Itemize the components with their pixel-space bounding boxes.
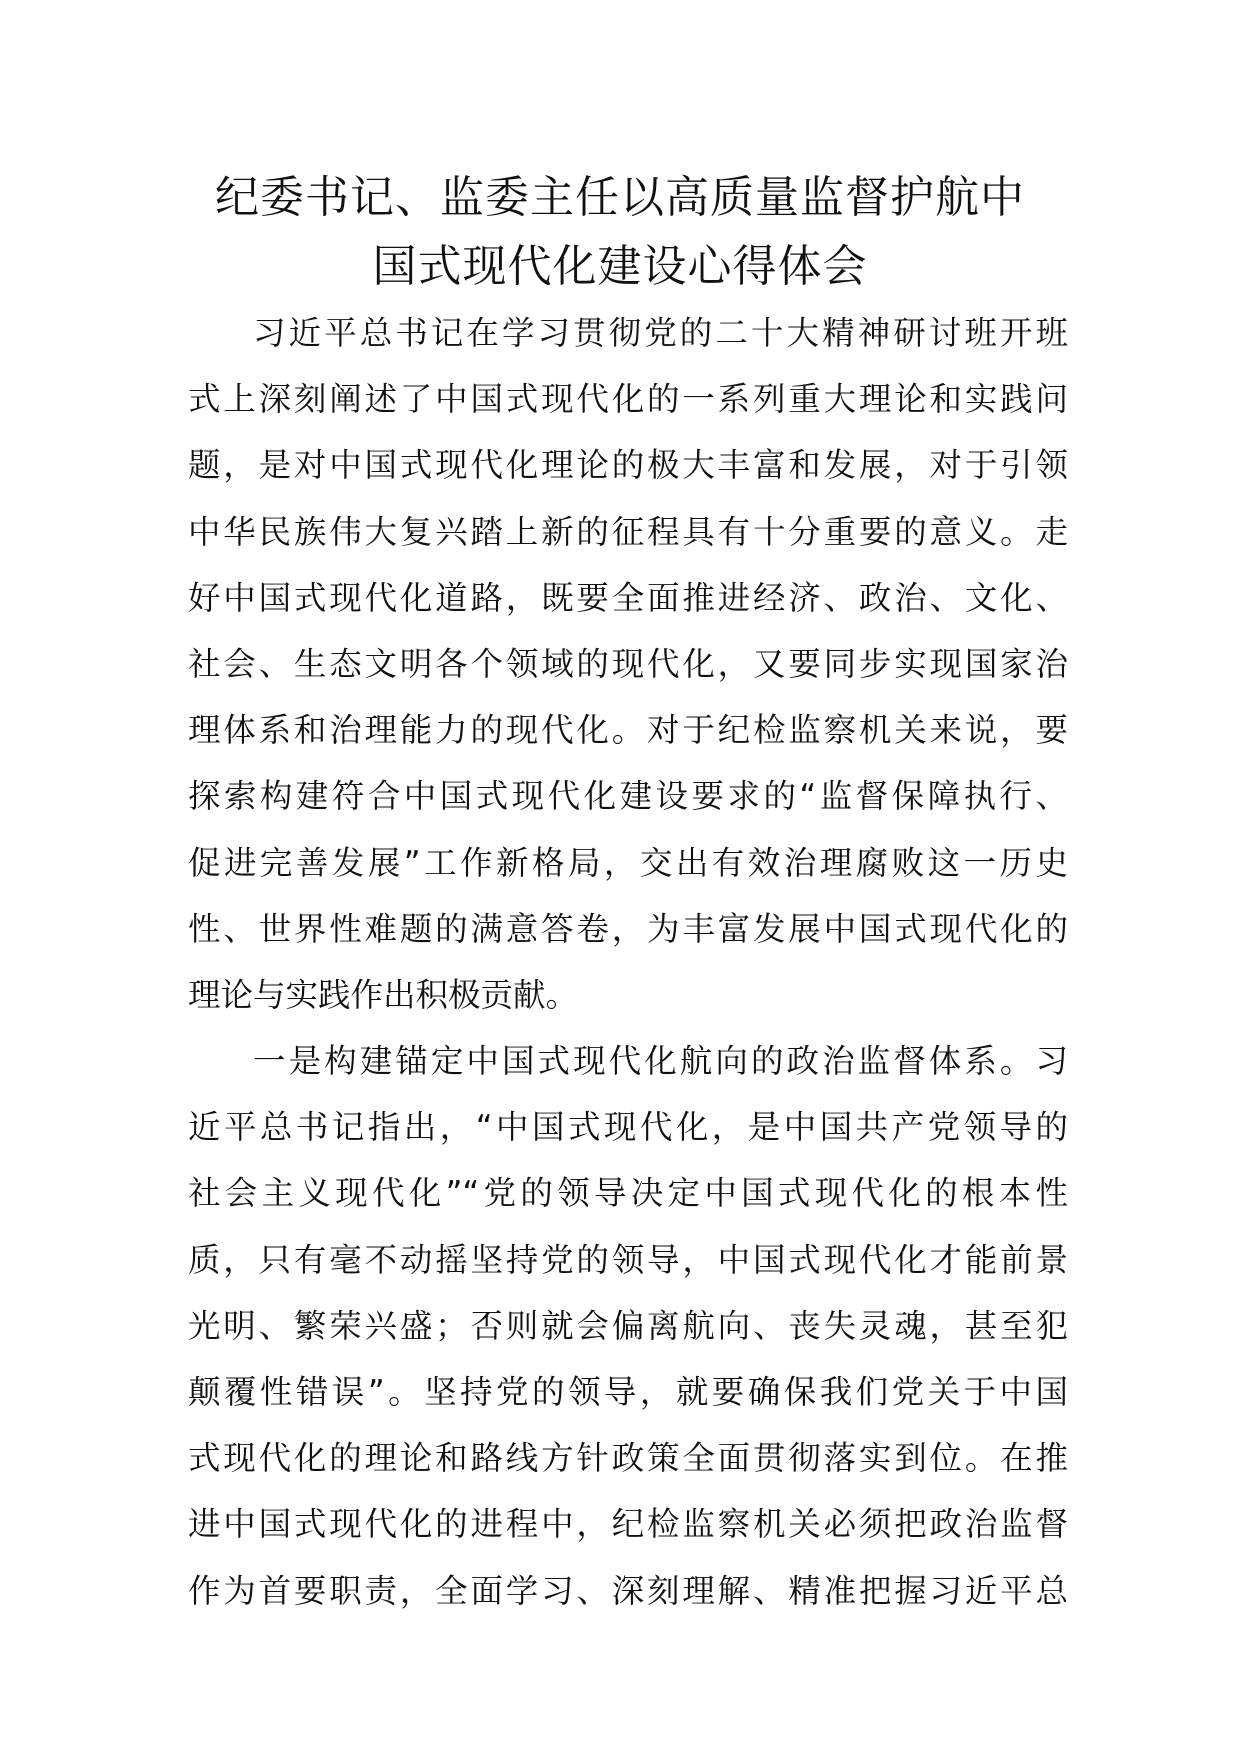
- paragraph-line: 式上深刻阐述了中国式现代化的一系列重大理论和实践问: [188, 380, 1068, 419]
- paragraph-line: 理论与实践作出积极贡献。: [188, 975, 579, 1014]
- document-title-line-2: 国式现代化建设心得体会: [372, 241, 868, 292]
- paragraph-line: 作为首要职责，全面学习、深刻理解、精准把握习近平总: [188, 1571, 1068, 1610]
- paragraph-line: 性、世界性难题的满意答卷，为丰富发展中国式现代化的: [188, 909, 1068, 948]
- document-title-line-1: 纪委书记、监委主任以高质量监督护航中: [215, 172, 1025, 223]
- paragraph-2: [188, 1028, 1068, 1624]
- paragraph-line: 进中国式现代化的进程中，纪检监察机关必须把政治监督: [188, 1505, 1068, 1544]
- paragraph-line: 近平总书记指出，“中国式现代化，是中国共产党领导的: [188, 1108, 1068, 1147]
- paragraph-line: 质，只有毫不动摇坚持党的领导，中国式现代化才能前景: [188, 1240, 1068, 1279]
- paragraph-line: 社会主义现代化”“党的领导决定中国式现代化的根本性: [188, 1174, 1068, 1213]
- paragraph-line: 式现代化的理论和路线方针政策全面贯彻落实到位。在推: [188, 1439, 1068, 1478]
- paragraph-line: 光明、繁荣兴盛；否则就会偏离航向、丧失灵魂，甚至犯: [188, 1306, 1068, 1345]
- paragraph-line: 习近平总书记在学习贯彻党的二十大精神研讨班开班: [253, 314, 1068, 352]
- paragraph-line: 中华民族伟大复兴踏上新的征程具有十分重要的意义。走: [188, 512, 1068, 551]
- paragraph-line: 探索构建符合中国式现代化建设要求的“监督保障执行、: [188, 777, 1068, 816]
- paragraph-line: 促进完善发展”工作新格局，交出有效治理腐败这一历史: [188, 843, 1068, 882]
- paragraph-line: 颠覆性错误”。坚持党的领导，就要确保我们党关于中国: [188, 1373, 1068, 1411]
- paragraph-line: 题，是对中国式现代化理论的极大丰富和发展，对于引领: [188, 446, 1068, 485]
- paragraph-line: 理体系和治理能力的现代化。对于纪检监察机关来说，要: [188, 711, 1068, 750]
- paragraph-line: 社会、生态文明各个领域的现代化，又要同步实现国家治: [188, 644, 1068, 683]
- document-body: [188, 300, 1068, 1624]
- paragraph-line: 好中国式现代化道路，既要全面推进经济、政治、文化、: [188, 578, 1068, 617]
- paragraph-line: 一是构建锚定中国式现代化航向的政治监督体系。习: [253, 1042, 1068, 1081]
- paragraph-1: [188, 300, 1068, 1028]
